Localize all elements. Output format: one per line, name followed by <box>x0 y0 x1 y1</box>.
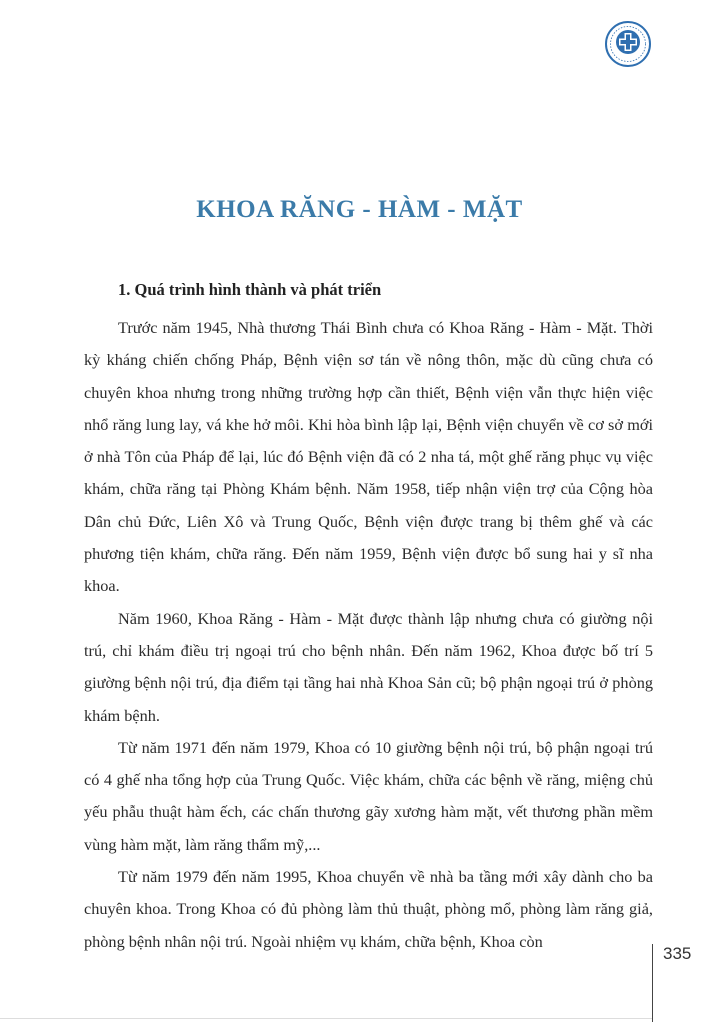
hospital-logo-icon <box>604 20 652 68</box>
chapter-title: KHOA RĂNG - HÀM - MẶT <box>196 196 523 223</box>
paragraph: Từ năm 1979 đến năm 1995, Khoa chuyển về nhà ba tầng mới xây dành cho ba chuyên khoa. Trong Khoa có đủ phòng làm thủ thuật, phòng mổ, phòng làm răng giả, phòng bệnh nhân nội trú. Ngoài nhiệm vụ khám, chữa bệnh, Khoa còn <box>84 867 653 951</box>
paragraph: Năm 1960, Khoa Răng - Hàm - Mặt được thành lập nhưng chưa có giường nội trú, chỉ khám điều trị ngoại trú cho bệnh nhân. Đến năm 1962, Khoa được bố trí 5 giường bệnh nội trú, địa điểm tại tầng hai nhà Khoa Sản cũ; bộ phận ngoại trú ở phòng khám bệnh. <box>84 608 653 725</box>
paragraph: Trước năm 1945, Nhà thương Thái Bình chưa có Khoa Răng - Hàm - Mặt. Thời kỳ kháng chiến chống Pháp, Bệnh viện sơ tán về nông thôn, mặc dù cũng chưa có chuyên khoa nhưng trong những trường hợp cần thiết, Bệnh viện vẫn thực hiện việc nhổ răng lung lay, vá khe hở môi. Khi hòa bình lập lại, Bệnh viện chuyển về cơ sở mới ở nhà Tôn của Pháp để lại, lúc đó Bệnh viện đã có 2 nha tá, một ghế răng phục vụ việc khám, chữa răng tại Phòng Khám bệnh. Năm 1958, tiếp nhận viện trợ của Cộng hòa Dân chủ Đức, Liên Xô và Trung Quốc, Bệnh viện được trang bị thêm ghế và các phương tiện khám, chữa răng. Đến năm 1959, Bệnh viện được bổ sung hai y sĩ nha khoa. <box>84 318 653 596</box>
page-number: 335 <box>663 944 692 963</box>
section-heading: 1. Quá trình hình thành và phát triển <box>118 280 382 299</box>
page-number-divider <box>652 944 653 1022</box>
page-bottom-rule <box>0 1018 652 1019</box>
paragraph: Từ năm 1971 đến năm 1979, Khoa có 10 giường bệnh nội trú, bộ phận ngoại trú có 4 ghế nha tổng hợp của Trung Quốc. Việc khám, chữa các bệnh về răng, miệng chủ yếu phẫu thuật hàm ếch, các chấn thương gãy xương hàm mặt, vết thương phần mềm vùng hàm mặt, làm răng thẩm mỹ,... <box>84 737 653 854</box>
body-text <box>84 312 653 958</box>
